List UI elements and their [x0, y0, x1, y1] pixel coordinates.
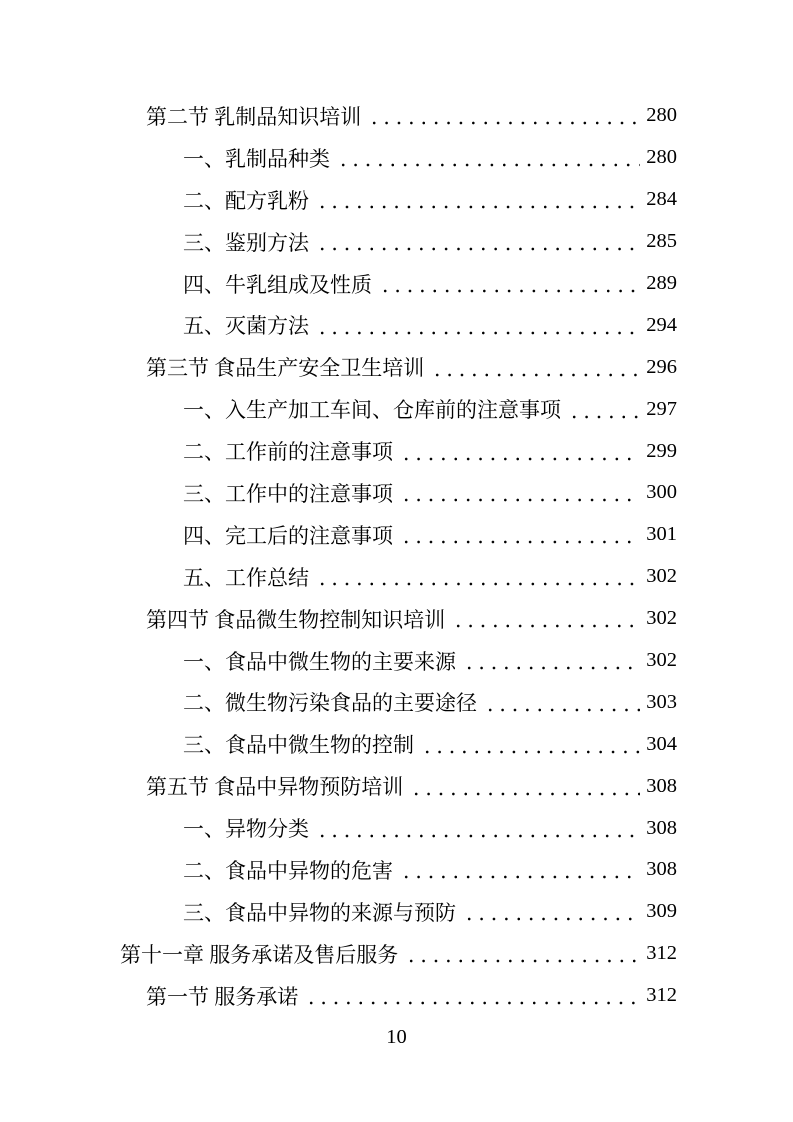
toc-entry-label: 一、食品中微生物的主要来源 [183, 649, 456, 674]
toc-entry-page: 308 [646, 858, 677, 881]
toc-entry-page: 294 [646, 313, 677, 336]
toc-entry [120, 388, 677, 430]
page-number: 10 [386, 1026, 407, 1048]
toc-entry [120, 933, 677, 975]
toc-entry-label: 第二节 乳制品知识培训 [146, 104, 362, 129]
toc-entry-label: 第四节 食品微生物控制知识培训 [146, 607, 446, 632]
toc-entry-page: 312 [646, 984, 677, 1007]
dot-leader [484, 694, 640, 715]
dot-leader [379, 275, 640, 296]
toc-entry-page: 312 [646, 942, 677, 965]
dot-leader [452, 610, 640, 631]
toc-entry-page: 303 [646, 690, 677, 713]
toc-entry [120, 263, 677, 305]
toc-entry-page: 308 [646, 816, 677, 839]
toc-entry-page: 309 [646, 900, 677, 923]
toc-entry-label: 一、乳制品种类 [183, 146, 330, 171]
dot-leader [305, 987, 640, 1008]
toc-entry-page: 285 [646, 230, 677, 253]
toc-entry-label: 四、完工后的注意事项 [183, 523, 393, 548]
toc-entry-label: 第五节 食品中异物预防培训 [146, 775, 404, 800]
dot-leader [568, 401, 640, 422]
toc-entry [120, 807, 677, 849]
dot-leader [400, 484, 640, 505]
toc-entry-page: 308 [646, 774, 677, 797]
toc-entry-label: 三、鉴别方法 [183, 230, 309, 255]
dot-leader [405, 945, 640, 966]
toc-entry-page: 304 [646, 732, 677, 755]
toc-entry-label: 四、牛乳组成及性质 [183, 272, 372, 297]
dot-leader [400, 443, 640, 464]
toc-entry [120, 975, 677, 1017]
dot-leader [400, 526, 640, 547]
toc-entry-label: 二、食品中异物的危害 [183, 858, 393, 883]
toc-entry [120, 556, 677, 598]
dot-leader [463, 652, 640, 673]
toc-entry [120, 221, 677, 263]
toc-list [120, 95, 677, 1017]
toc-entry-label: 一、异物分类 [183, 817, 309, 842]
toc-entry-label: 三、工作中的注意事项 [183, 481, 393, 506]
toc-entry-label: 五、工作总结 [183, 565, 309, 590]
dot-leader [400, 861, 640, 882]
toc-entry [120, 765, 677, 807]
toc-entry-page: 302 [646, 649, 677, 672]
dot-leader [316, 317, 640, 338]
toc-entry [120, 849, 677, 891]
toc-entry [120, 681, 677, 723]
toc-entry-page: 289 [646, 272, 677, 294]
toc-entry-page: 280 [646, 104, 677, 127]
toc-entry [120, 640, 677, 682]
dot-leader [410, 778, 640, 799]
toc-entry-page: 284 [646, 188, 677, 211]
toc-entry [120, 304, 677, 346]
toc-entry-label: 第三节 食品生产安全卫生培训 [146, 356, 425, 381]
toc-entry-label: 五、灭菌方法 [183, 314, 309, 339]
toc-entry [120, 891, 677, 933]
toc-entry [120, 137, 677, 179]
toc-entry-page: 301 [646, 523, 677, 546]
toc-entry-label: 三、食品中异物的来源与预防 [183, 900, 456, 925]
toc-entry-label: 二、微生物污染食品的主要途径 [183, 691, 477, 716]
dot-leader [431, 359, 640, 380]
dot-leader [368, 107, 640, 128]
toc-entry [120, 346, 677, 388]
toc-entry-page: 302 [646, 565, 677, 588]
toc-entry-label: 第一节 服务承诺 [146, 984, 299, 1009]
toc-entry [120, 472, 677, 514]
dot-leader [337, 149, 640, 170]
dot-leader [463, 903, 640, 924]
toc-entry-page: 296 [646, 355, 677, 378]
toc-entry [120, 430, 677, 472]
dot-leader [421, 736, 640, 757]
toc-entry [120, 179, 677, 221]
toc-entry [120, 598, 677, 640]
dot-leader [316, 191, 640, 212]
toc-entry-page: 280 [646, 146, 677, 169]
toc-entry-label: 第十一章 服务承诺及售后服务 [120, 942, 399, 967]
toc-entry-label: 二、工作前的注意事项 [183, 440, 393, 465]
toc-entry-page: 297 [646, 397, 677, 420]
dot-leader [316, 233, 640, 254]
dot-leader [316, 820, 640, 841]
toc-entry [120, 514, 677, 556]
toc-entry-label: 一、入生产加工车间、仓库前的注意事项 [183, 398, 561, 423]
dot-leader [316, 568, 640, 589]
toc-entry-label: 二、配方乳粉 [183, 188, 309, 213]
toc-entry-page: 300 [646, 481, 677, 504]
toc-entry-page: 302 [646, 607, 677, 630]
toc-entry-page: 299 [646, 439, 677, 462]
toc-entry [120, 95, 677, 137]
toc-entry-label: 三、食品中微生物的控制 [183, 733, 414, 758]
toc-entry [120, 723, 677, 765]
